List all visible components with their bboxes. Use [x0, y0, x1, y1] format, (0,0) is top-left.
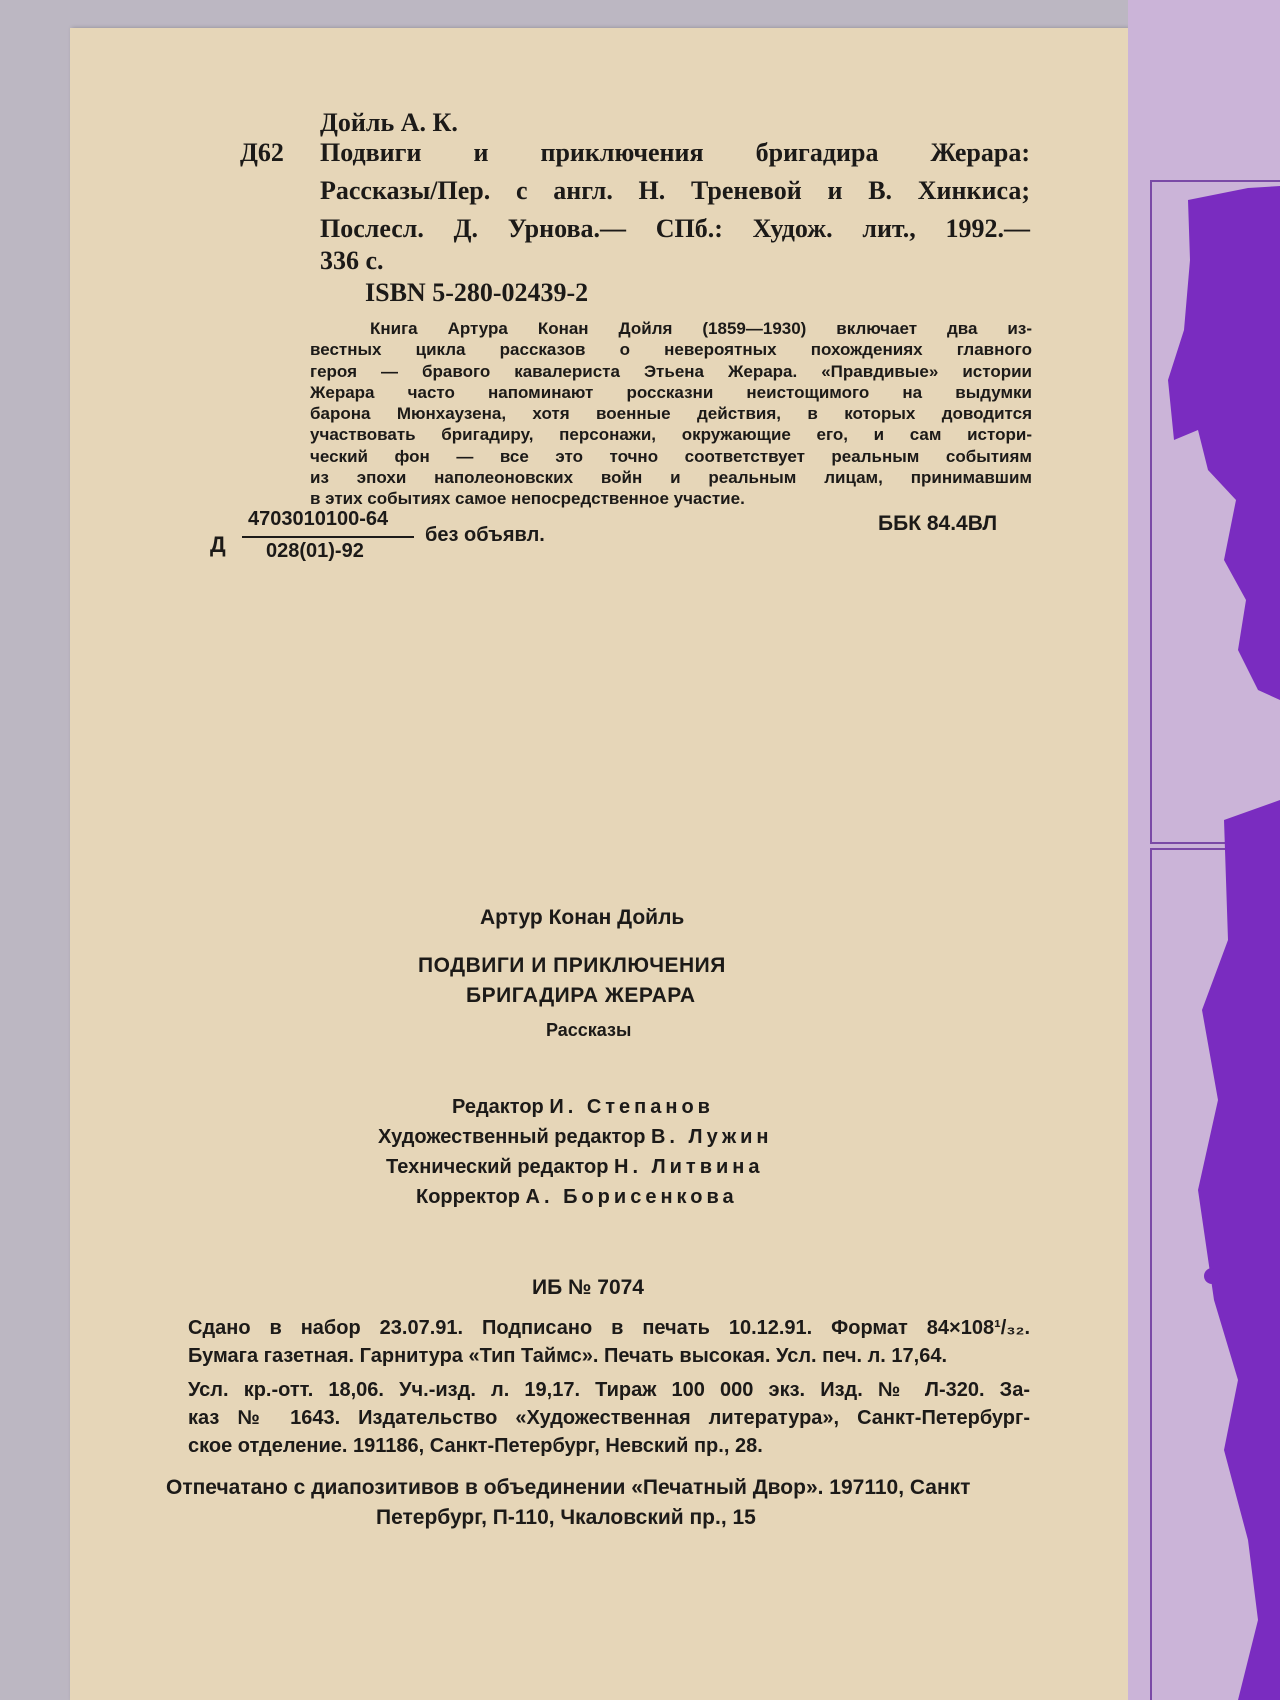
imprint-block-1 — [188, 1314, 1030, 1370]
colophon-author: Артур Конан Дойль — [480, 906, 685, 929]
credit-proofreader — [416, 1186, 738, 1209]
catalog-line-2: Рассказы/Пер. с англ. Н. Треневой и В. Хинкиса; — [320, 176, 1030, 205]
annotation-line: вестных цикла рассказов о невероятных похождениях главного — [310, 340, 1032, 360]
annotation-line: в этих событиях самое непосредственное участие. — [310, 489, 745, 509]
catalog-line-3: Послесл. Д. Урнова.— СПб.: Худож. лит., 1992.— — [320, 214, 1030, 243]
imprint-line: ское отделение. 191186, Санкт-Петербург, Невский пр., 28. — [188, 1435, 763, 1457]
annotation-line: Жерара часто напоминают россказни неистощимого на выдумки — [310, 382, 1032, 402]
colophon-title-line1: ПОДВИГИ И ПРИКЛЮЧЕНИЯ — [418, 954, 726, 977]
facing-cover-illustration — [1128, 0, 1280, 1700]
imprint-line: каз № 1643. Издательство «Художественная литература», Санкт-Петербург- — [188, 1407, 1030, 1429]
credit-name: Н. Литвина — [614, 1156, 764, 1178]
index-letter: Д — [210, 532, 226, 557]
catalog-line-1: Подвиги и приключения бригадира Жерара: — [320, 138, 1030, 167]
catalog-code: Д62 — [240, 138, 284, 167]
imprint-block-2 — [188, 1376, 1030, 1460]
bbk-code: ББК 84.4ВЛ — [878, 512, 998, 535]
annotation-line: участвовать бригадиру, персонажи, окружающие его, и сам истори- — [310, 425, 1032, 445]
printer-line-1: Отпечатано с диапозитивов в объединении «Печатный Двор». 197110, Санкт — [166, 1476, 971, 1499]
index-note: без объявл. — [425, 524, 545, 546]
credit-role: Корректор — [416, 1186, 520, 1208]
index-denominator: 028(01)-92 — [266, 540, 364, 562]
imprint-line: Бумага газетная. Гарнитура «Тип Таймс». Печать высокая. Усл. печ. л. 17,64. — [188, 1345, 948, 1367]
credit-tech-editor — [386, 1156, 764, 1179]
credit-name: А. Борисенкова — [525, 1186, 738, 1208]
index-numerator: 4703010100-64 — [248, 508, 389, 530]
annotation-line: барона Мюнхаузена, хотя военные действия, в которых доводится — [310, 404, 1032, 424]
annotation-line: Книга Артура Конан Дойля (1859—1930) включает два из- — [370, 319, 1032, 338]
annotation — [310, 318, 1032, 510]
credit-editor — [452, 1096, 714, 1119]
catalog-author: Дойль А. К. — [320, 108, 458, 137]
imprint-line: Сдано в набор 23.07.91. Подписано в печать 10.12.91. Формат 84×108¹/₃₂. — [188, 1317, 1030, 1339]
ib-number: ИБ № 7074 — [532, 1276, 644, 1299]
credit-name: В. Лужин — [650, 1126, 773, 1148]
credit-role: Художественный редактор — [378, 1126, 646, 1148]
credit-name: И. Степанов — [549, 1096, 714, 1118]
imprint-line: Усл. кр.-отт. 18,06. Уч.-изд. л. 19,17. Тираж 100 000 экз. Изд. № Л-320. За- — [188, 1379, 1030, 1401]
catalog-line-4: 336 с. — [320, 246, 384, 275]
credit-art-editor — [378, 1126, 773, 1149]
annotation-line: из эпохи наполеоновских войн и реальным лицам, принимавшим — [310, 468, 1032, 488]
index-fraction-bar — [242, 536, 414, 538]
annotation-line: героя — бравого кавалериста Этьена Жерара. «Правдивые» истории — [310, 361, 1032, 381]
colophon-title-line2: БРИГАДИРА ЖЕРАРА — [466, 984, 696, 1007]
isbn: ISBN 5-280-02439-2 — [365, 278, 589, 307]
soldier-silhouette — [1128, 0, 1280, 1700]
printer-line-2: Петербург, П-110, Чкаловский пр., 15 — [376, 1506, 756, 1529]
book-page — [70, 28, 1128, 1700]
credit-role: Редактор — [452, 1096, 544, 1118]
annotation-line: ческий фон — все это точно соответствует реальным событиям — [310, 446, 1032, 466]
credit-role: Технический редактор — [386, 1156, 609, 1178]
colophon-genre: Рассказы — [546, 1020, 632, 1040]
